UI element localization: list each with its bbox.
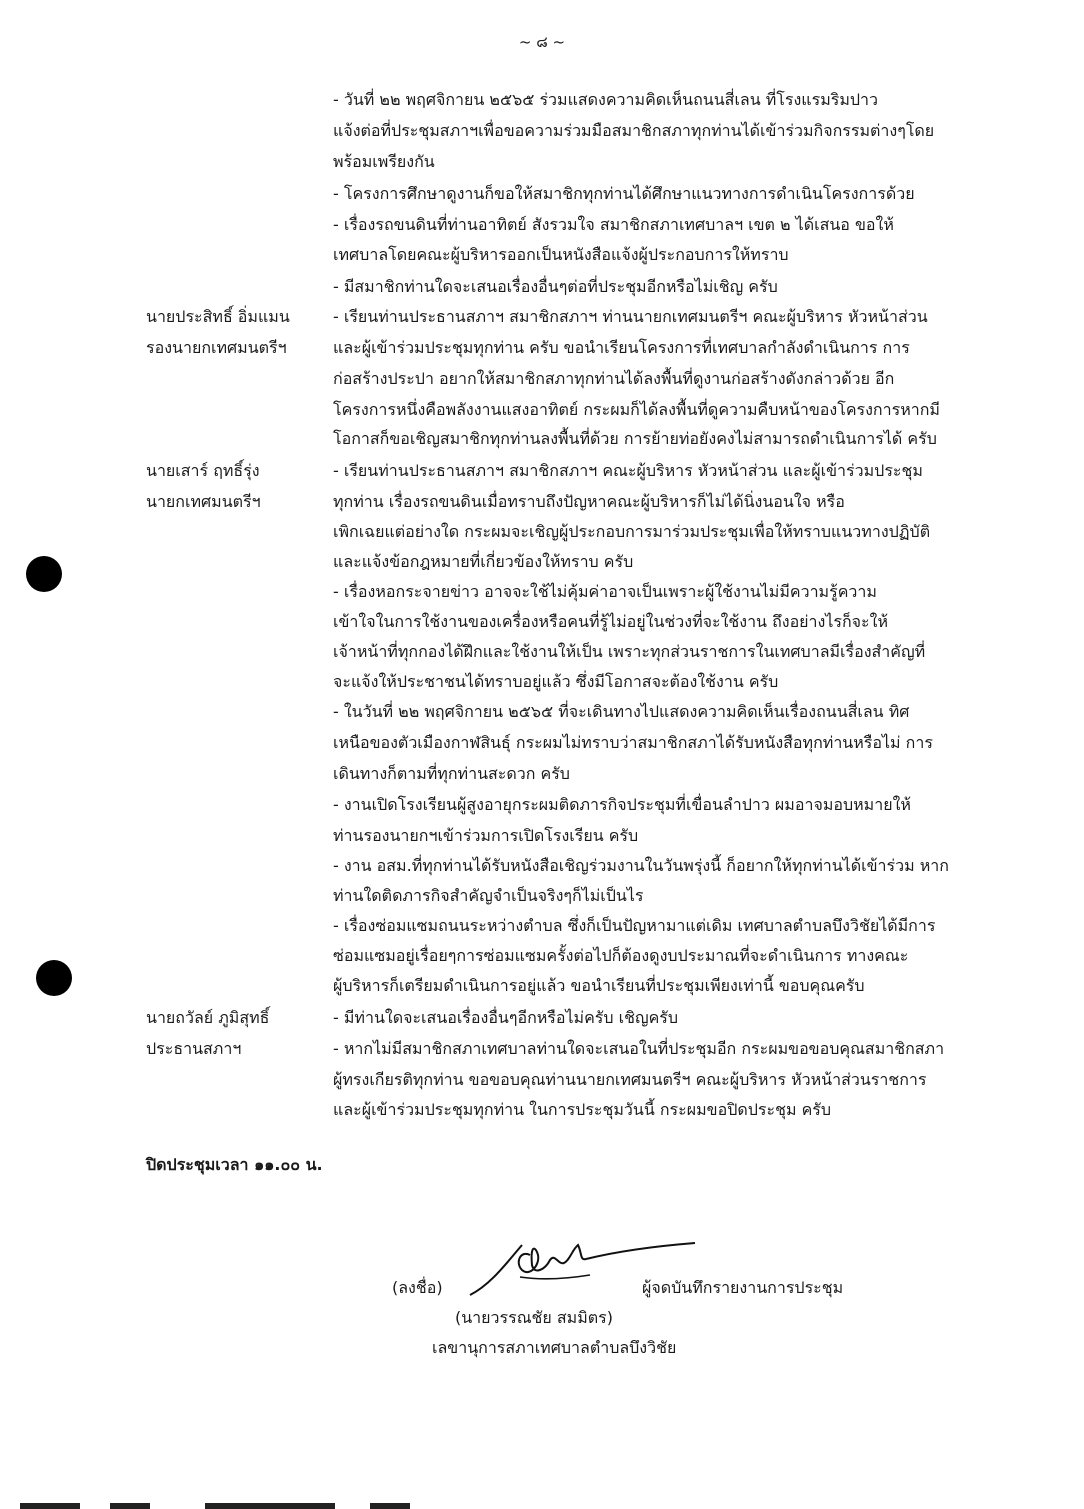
signed-label: (ลงชื่อ) xyxy=(392,1278,443,1297)
body-line: ก่อสร้างประปา อยากให้สมาชิกสภาทุกท่านได้ลงพื้นที่ดูงานก่อสร้างดังกล่าวด้วย อีก xyxy=(333,369,895,388)
signer-name: (นายวรรณชัย สมมิตร) xyxy=(455,1308,613,1327)
body-line: พร้อมเพรียงกัน xyxy=(333,152,435,171)
body-line: โอกาสก็ขอเชิญสมาชิกทุกท่านลงพื้นที่ด้วย การย้ายท่อยังคงไม่สามารถดำเนินการได้ ครับ xyxy=(333,429,937,448)
body-line: - วันที่ ๒๒ พฤศจิกายน ๒๕๖๕ ร่วมแสดงความคิดเห็นถนนสี่เลน ที่โรงแรมริมปาว xyxy=(333,90,878,109)
speaker-role: ประธานสภาฯ xyxy=(146,1039,242,1058)
body-line: - มีสมาชิกท่านใดจะเสนอเรื่องอื่นๆต่อที่ประชุมอีกหรือไม่เชิญ ครับ xyxy=(333,277,778,296)
scan-artifact xyxy=(20,1503,80,1509)
scan-artifact xyxy=(205,1503,335,1509)
body-line: ท่านใดติดภารกิจสำคัญจำเป็นจริงๆก็ไม่เป็นไร xyxy=(333,886,644,905)
speaker-name: นายถวัลย์ ภูมิสุทธิ์ xyxy=(146,1008,270,1027)
body-line: - ในวันที่ ๒๒ พฤศจิกายน ๒๕๖๕ ที่จะเดินทางไปแสดงความคิดเห็นเรื่องถนนสี่เลน ทิศ xyxy=(333,702,910,721)
body-line: - หากไม่มีสมาชิกสภาเทศบาลท่านใดจะเสนอในที่ประชุมอีก กระผมขอขอบคุณสมาชิกสภา xyxy=(333,1039,945,1058)
body-line: - เรียนท่านประธานสภาฯ สมาชิกสภาฯ คณะผู้บริหาร หัวหน้าส่วน และผู้เข้าร่วมประชุม xyxy=(333,461,923,480)
body-line: - เรื่องซ่อมแซมถนนระหว่างตำบล ซึ่งก็เป็นปัญหามาแต่เดิม เทศบาลตำบลบึงวิชัยได้มีการ xyxy=(333,916,936,935)
body-line: ท่านรองนายกฯเข้าร่วมการเปิดโรงเรียน ครับ xyxy=(333,826,639,845)
recorder-title: ผู้จดบันทึกรายงานการประชุม xyxy=(642,1278,844,1297)
body-line: - งานเปิดโรงเรียนผู้สูงอายุกระผมติดภารกิจประชุมที่เขื่อนลำปาว ผมอาจมอบหมายให้ xyxy=(333,795,911,814)
signer-position: เลขานุการสภาเทศบาลตำบลบึงวิชัย xyxy=(432,1338,677,1357)
scan-artifact xyxy=(370,1503,410,1509)
page-number: ~ ๘ ~ xyxy=(518,33,566,51)
body-line: - เรื่องหอกระจายข่าว อาจจะใช้ไม่คุ้มค่าอาจเป็นเพราะผู้ใช้งานไม่มีความรู้ความ xyxy=(333,582,877,601)
body-line: - เรื่องรถขนดินที่ท่านอาทิตย์ สังรวมใจ สมาชิกสภาเทศบาลฯ เขต ๒ ได้เสนอ ขอให้ xyxy=(333,215,894,234)
body-line: ซ่อมแซมอยู่เรื่อยๆการซ่อมแซมครั้งต่อไปก็ต้องดูงบประมาณที่จะดำเนินการ ทางคณะ xyxy=(333,946,909,965)
body-line: - มีท่านใดจะเสนอเรื่องอื่นๆอีกหรือไม่ครับ เชิญครับ xyxy=(333,1008,679,1027)
body-line: แจ้งต่อที่ประชุมสภาฯเพื่อขอความร่วมมือสมาชิกสภาทุกท่านได้เข้าร่วมกิจกรรมต่างๆโดย xyxy=(333,121,935,140)
speaker-role: รองนายกเทศมนตรีฯ xyxy=(146,338,287,357)
body-line: และผู้เข้าร่วมประชุมทุกท่าน ครับ ขอนำเรียนโครงการที่เทศบาลกำลังดำเนินการ การ xyxy=(333,338,910,357)
body-line: เดินทางก็ตามที่ทุกท่านสะดวก ครับ xyxy=(333,764,570,783)
scan-artifact xyxy=(110,1503,150,1509)
closing-time: ปิดประชุมเวลา ๑๑.๐๐ น. xyxy=(146,1155,323,1174)
body-line: เข้าใจในการใช้งานของเครื่องหรือคนที่รู้ไม่อยู่ในช่วงที่จะใช้งาน ถึงอย่างไรก็จะให้ xyxy=(333,612,889,631)
body-line: เจ้าหน้าที่ทุกกองได้ฝึกและใช้งานให้เป็น เพราะทุกส่วนราชการในเทศบาลมีเรื่องสำคัญที่ xyxy=(333,642,926,661)
body-line: และแจ้งข้อกฎหมายที่เกี่ยวข้องให้ทราบ ครับ xyxy=(333,552,634,571)
body-line: และผู้เข้าร่วมประชุมทุกท่าน ในการประชุมวันนี้ กระผมขอปิดประชุม ครับ xyxy=(333,1100,832,1119)
body-line: - โครงการศึกษาดูงานก็ขอให้สมาชิกทุกท่านได้ศึกษาแนวทางการดำเนินโครงการด้วย xyxy=(333,184,915,203)
body-line: - เรียนท่านประธานสภาฯ สมาชิกสภาฯ ท่านนายกเทศมนตรีฯ คณะผู้บริหาร หัวหน้าส่วน xyxy=(333,307,928,326)
body-line: เพิกเฉยแต่อย่างใด กระผมจะเชิญผู้ประกอบการมาร่วมประชุมเพื่อให้ทราบแนวทางปฏิบัติ xyxy=(333,522,931,541)
speaker-name: นายประสิทธิ์ อิ่มแมน xyxy=(146,307,290,326)
body-line: - งาน อสม.ที่ทุกท่านได้รับหนังสือเชิญร่วมงานในวันพรุ่งนี้ ก็อยากให้ทุกท่านได้เข้าร่วม หาก xyxy=(333,856,949,875)
body-line: จะแจ้งให้ประชาชนได้ทราบอยู่แล้ว ซึ่งมีโอกาสจะต้องใช้งาน ครับ xyxy=(333,672,779,691)
body-line: โครงการหนึ่งคือพลังงานแสงอาทิตย์ กระผมก็ได้ลงพื้นที่ดูความคืบหน้าของโครงการหากมี xyxy=(333,400,940,419)
body-line: ผู้บริหารก็เตรียมดำเนินการอยู่แล้ว ขอนำเรียนที่ประชุมเพียงเท่านี้ ขอบคุณครับ xyxy=(333,976,865,995)
speaker-name: นายเสาร์ ฤทธิ์รุ่ง xyxy=(146,461,260,480)
punch-hole xyxy=(26,556,62,592)
body-line: เหนือของตัวเมืองกาฬสินธุ์ กระผมไม่ทราบว่าสมาชิกสภาได้รับหนังสือทุกท่านหรือไม่ การ xyxy=(333,733,933,752)
body-line: เทศบาลโดยคณะผู้บริหารออกเป็นหนังสือแจ้งผู้ประกอบการให้ทราบ xyxy=(333,245,789,264)
body-line: ทุกท่าน เรื่องรถขนดินเมื่อทราบถึงปัญหาคณะผู้บริหารก็ไม่ได้นิ่งนอนใจ หรือ xyxy=(333,492,845,511)
speaker-role: นายกเทศมนตรีฯ xyxy=(146,492,261,511)
body-line: ผู้ทรงเกียรติทุกท่าน ขอขอบคุณท่านนายกเทศมนตรีฯ คณะผู้บริหาร หัวหน้าส่วนราชการ xyxy=(333,1070,927,1089)
punch-hole xyxy=(36,960,72,996)
